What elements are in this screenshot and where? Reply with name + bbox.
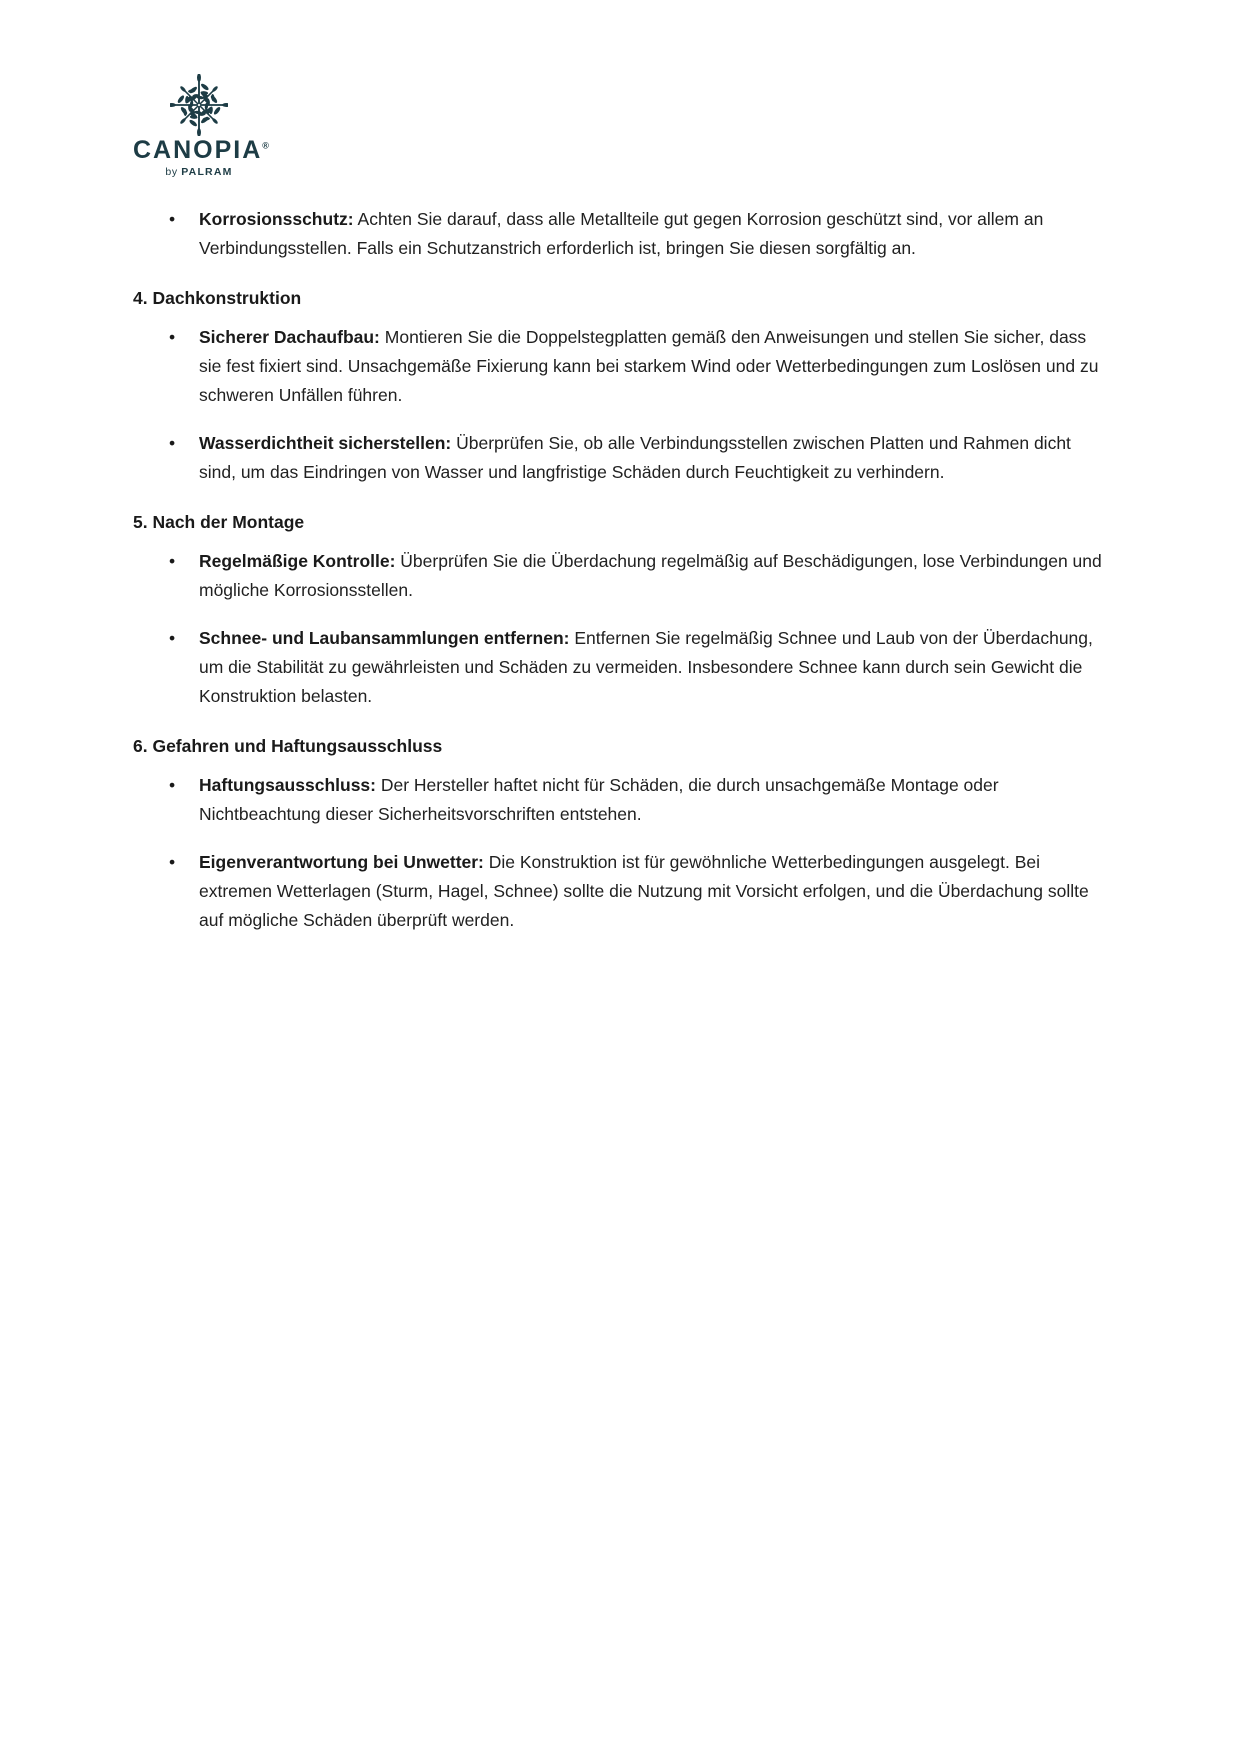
section-heading: 6. Gefahren und Haftungsausschluss (133, 736, 443, 756)
logo-wordmark (133, 136, 269, 164)
bullet-lead: Haftungsausschluss: (199, 775, 376, 795)
bullet-body: Montieren Sie die Doppelstegplatten gemäß den Anweisungen und stellen Sie sicher, dass sie fest fixiert sind. Unsachgemäße Fixierung kann bei starkem Wind oder Wetterbedingungen zum Loslösen und zu schweren Unfällen führen. (199, 327, 1099, 405)
registered-trademark: ® (262, 140, 269, 151)
bullet-sicherer-dachaufbau (133, 323, 1108, 410)
section-gefahren-haftung (133, 732, 1108, 935)
byline-by: by (165, 166, 178, 178)
section-dachkonstruktion (133, 284, 1108, 487)
intro-bullet-list (133, 205, 1108, 263)
bullet-body: Achten Sie darauf, dass alle Metallteile gut gegen Korrosion geschützt sind, vor allem an Verbindungsstellen. Falls ein Schutzanstrich erforderlich ist, bringen Sie diesen sorgfältig an. (199, 209, 1044, 258)
bullet-body: Die Konstruktion ist für gewöhnliche Wetterbedingungen ausgelegt. Bei extremen Wetterlagen (Sturm, Hagel, Schnee) sollte die Nutzung mit Vorsicht erfolgen, und die Überdachung sollte auf mögliche Schäden überprüft werden. (199, 852, 1089, 930)
bullet-haftungsausschluss (133, 771, 1108, 829)
bullet-wasserdichtheit (133, 429, 1108, 487)
logo-byline (133, 166, 265, 178)
logo-brand-text: CANOPIA (133, 136, 263, 164)
section-heading: 5. Nach der Montage (133, 512, 305, 532)
bullet-lead: Regelmäßige Kontrolle: (199, 551, 396, 571)
bullet-body: Der Hersteller haftet nicht für Schäden, die durch unsachgemäße Montage oder Nichtbeachtung dieser Sicherheitsvorschriften entstehen. (199, 775, 999, 824)
bullet-lead: Wasserdichtheit sicherstellen: (199, 433, 452, 453)
section-bullet-list (133, 323, 1108, 487)
section-nach-der-montage (133, 508, 1108, 711)
section-bullet-list (133, 547, 1108, 711)
section-bullet-list (133, 771, 1108, 935)
bullet-lead: Korrosionsschutz: (199, 209, 354, 229)
bullet-schnee-laub (133, 624, 1108, 711)
section-heading: 4. Dachkonstruktion (133, 288, 302, 308)
byline-brand: PALRAM (181, 166, 233, 178)
bullet-korrosionsschutz (133, 205, 1108, 263)
bullet-eigenverantwortung (133, 848, 1108, 935)
logo (133, 74, 269, 178)
bullet-regelmaessige-kontrolle (133, 547, 1108, 605)
bullet-lead: Eigenverantwortung bei Unwetter: (199, 852, 484, 872)
bullet-lead: Schnee- und Laubansammlungen entfernen: (199, 628, 570, 648)
bullet-body: Überprüfen Sie die Überdachung regelmäßig auf Beschädigungen, lose Verbindungen und mögliche Korrosionsstellen. (199, 551, 1102, 600)
tree-branches-icon (170, 74, 228, 136)
document-content (133, 205, 1108, 954)
bullet-body: Überprüfen Sie, ob alle Verbindungsstellen zwischen Platten und Rahmen dicht sind, um das Eindringen von Wasser und langfristige Schäden durch Feuchtigkeit zu verhindern. (199, 433, 1071, 482)
bullet-lead: Sicherer Dachaufbau: (199, 327, 380, 347)
bullet-body: Entfernen Sie regelmäßig Schnee und Laub von der Überdachung, um die Stabilität zu gewährleisten und Schäden zu vermeiden. Insbesondere Schnee kann durch sein Gewicht die Konstruktion belasten. (199, 628, 1093, 706)
